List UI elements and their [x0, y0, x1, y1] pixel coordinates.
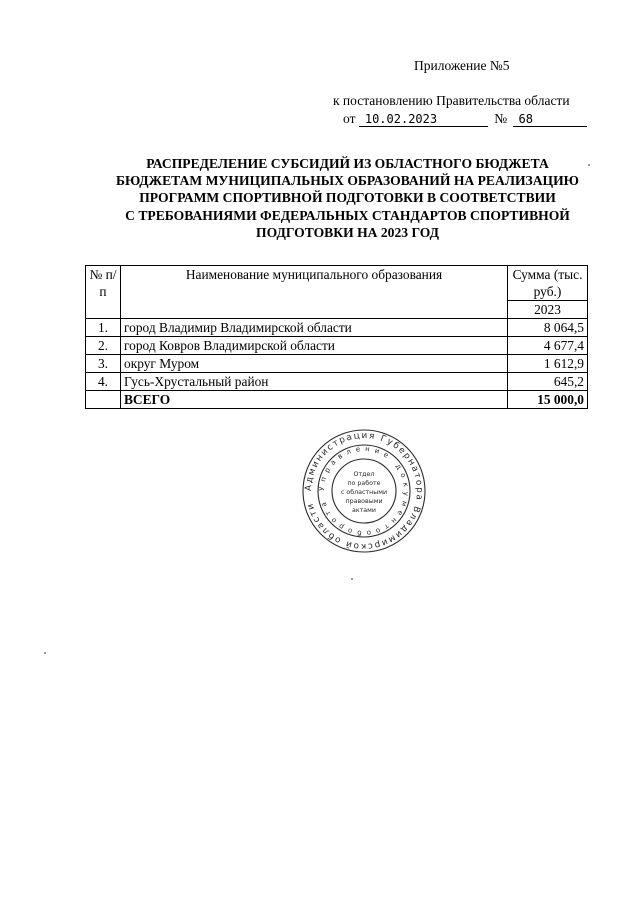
total-number-cell — [86, 391, 121, 409]
stamp-center-line: актами — [351, 507, 377, 514]
stamp-center-line: Отдел — [353, 471, 375, 478]
official-stamp — [301, 428, 427, 554]
stamp-center-line: правовыми — [345, 498, 383, 505]
title-line: ПОДГОТОВКИ НА 2023 ГОД — [256, 224, 439, 240]
table-row — [86, 337, 588, 355]
title-line: С ТРЕБОВАНИЯМИ ФЕДЕРАЛЬНЫХ СТАНДАРТОВ СПОРТИВНОЙ — [125, 207, 570, 223]
appendix-label: Приложение №5 — [414, 58, 510, 73]
row-number: 3. — [86, 355, 121, 373]
scan-speck — [351, 578, 353, 580]
row-number: 1. — [86, 319, 121, 337]
resolution-reference: к постановлению Правительства области — [333, 93, 570, 108]
table-total-row — [86, 391, 588, 409]
date-prefix: от — [343, 111, 356, 126]
table-header-row — [86, 266, 588, 301]
stamp-center-text — [341, 471, 387, 514]
date-number-line — [343, 111, 587, 127]
number-field: 68 — [513, 112, 587, 127]
scan-speck — [588, 164, 590, 166]
row-sum: 645,2 — [508, 373, 588, 391]
stamp-inner-ring-text: Управление документооборота — [317, 444, 411, 537]
col-sum-header: Сумма (тыс. руб.) — [508, 266, 588, 301]
title-line: РАСПРЕДЕЛЕНИЕ СУБСИДИЙ ИЗ ОБЛАСТНОГО БЮДЖЕТА — [146, 156, 549, 171]
stamp-outer-text: Администрация Губернатора Владимирской области — [303, 430, 425, 552]
total-sum: 15 000,0 — [508, 391, 588, 409]
table-row — [86, 319, 588, 337]
number-label: № — [494, 111, 508, 126]
title-line: ПРОГРАММ СПОРТИВНОЙ ПОДГОТОВКИ В СООТВЕТСТВИИ — [139, 190, 556, 206]
row-sum: 1 612,9 — [508, 355, 588, 373]
scan-speck — [44, 652, 46, 654]
col-number-header: № п/п — [86, 266, 121, 319]
table-row — [86, 373, 588, 391]
row-number: 4. — [86, 373, 121, 391]
row-municipality: город Владимир Владимирской области — [121, 319, 508, 337]
row-sum: 8 064,5 — [508, 319, 588, 337]
subsidy-table — [85, 265, 588, 409]
document-title — [80, 155, 615, 241]
title-line: БЮДЖЕТАМ МУНИЦИПАЛЬНЫХ ОБРАЗОВАНИЙ НА РЕАЛИЗАЦИЮ — [116, 173, 579, 189]
row-municipality: Гусь-Хрустальный район — [121, 373, 508, 391]
row-municipality: город Ковров Владимирской области — [121, 337, 508, 355]
stamp-center-line: с областными — [340, 489, 388, 496]
row-sum: 4 677,4 — [508, 337, 588, 355]
row-number: 2. — [86, 337, 121, 355]
col-name-header: Наименование муниципального образования — [121, 266, 508, 319]
row-municipality: округ Муром — [121, 355, 508, 373]
stamp-center-line: по работе — [347, 480, 381, 487]
table-row — [86, 355, 588, 373]
total-label: ВСЕГО — [121, 391, 508, 409]
col-year-header: 2023 — [508, 301, 588, 319]
date-field: 10.02.2023 — [359, 112, 488, 127]
